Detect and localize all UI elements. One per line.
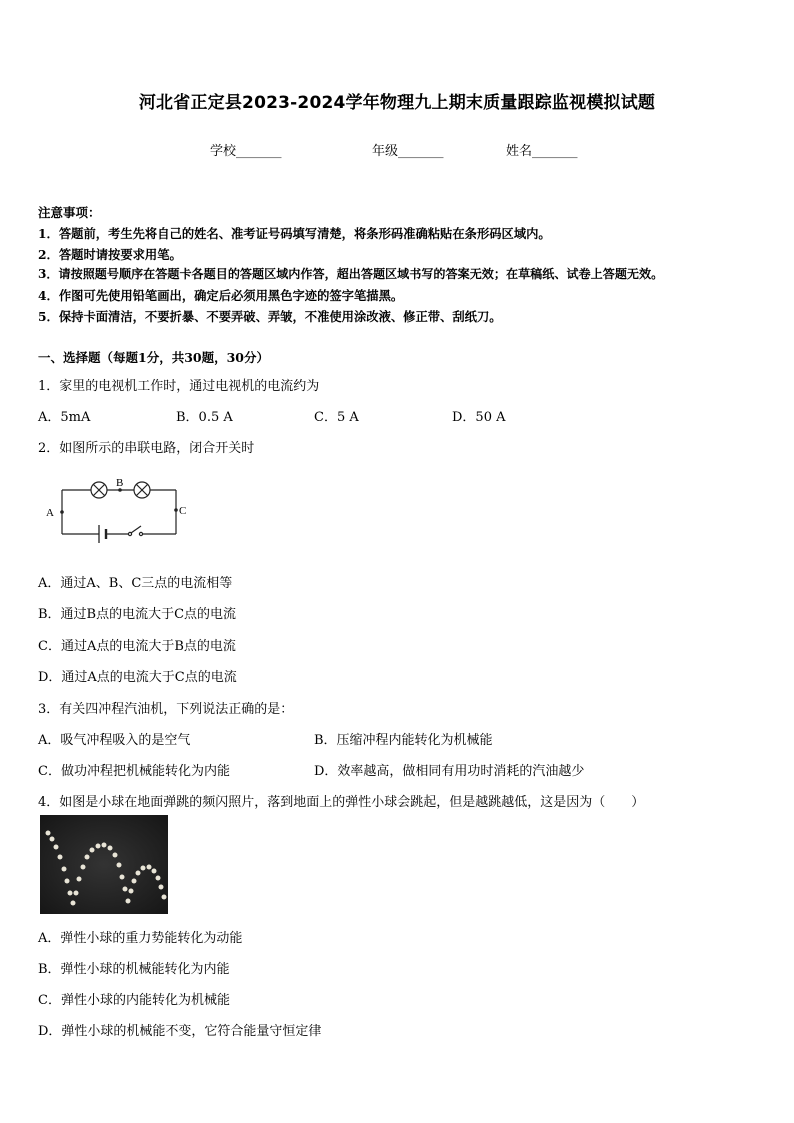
q1-option-c[interactable]: C．5 A — [314, 410, 359, 425]
page-title: 河北省正定县2023-2024学年物理九上期末质量跟踪监视模拟试题 — [138, 93, 656, 113]
name-field[interactable]: 姓名_______ — [506, 144, 578, 159]
note-item: 2．答题时请按要求用笔。 — [38, 247, 182, 262]
q3-option-b[interactable]: B．压缩冲程内能转化为机械能 — [314, 733, 493, 748]
lamp-icon — [91, 482, 107, 498]
point-c-label: C — [179, 505, 187, 517]
question-3-stem: 3．有关四冲程汽油机，下列说法正确的是： — [38, 702, 294, 717]
grade-field[interactable]: 年级_______ — [372, 144, 444, 159]
q2-option-d[interactable]: D．通过A点的电流大于C点的电流 — [38, 670, 237, 685]
q4-option-a[interactable]: A．弹性小球的重力势能转化为动能 — [38, 931, 243, 946]
q2-option-c[interactable]: C．通过A点的电流大于B点的电流 — [38, 639, 236, 654]
question-4-stem: 4．如图是小球在地面弹跳的频闪照片，落到地面上的弹性小球会跳起，但是越跳越低，这是因为（ ） — [38, 795, 645, 810]
q1-option-d[interactable]: D．50 A — [452, 410, 506, 425]
note-item: 1．答题前，考生先将自己的姓名、准考证号码填写清楚，将条形码准确粘贴在条形码区域内。 — [38, 226, 551, 241]
q4-option-b[interactable]: B．弹性小球的机械能转化为内能 — [38, 962, 230, 977]
q3-option-c[interactable]: C．做功冲程把机械能转化为内能 — [38, 764, 230, 779]
question-2-stem: 2．如图所示的串联电路，闭合开关时 — [38, 441, 255, 456]
point-a-label: A — [46, 507, 54, 519]
note-item: 4．作图可先使用铅笔画出，确定后必须用黑色字迹的签字笔描黑。 — [38, 288, 404, 303]
note-item: 5．保持卡面清洁，不要折暴、不要弄破、弄皱，不准使用涂改液、修正带、刮纸刀。 — [38, 309, 502, 324]
note-item: 3．请按照题号顺序在答题卡各题目的答题区域内作答，超出答题区域书写的答案无效；在草稿纸、试卷上答题无效。 — [38, 267, 664, 281]
series-circuit-diagram — [44, 478, 194, 550]
point-c-dot — [174, 508, 178, 512]
notes-title: 注意事项： — [38, 205, 101, 220]
section-heading: 一、选择题（每题1分，共30题，30分） — [38, 350, 269, 365]
point-a-dot — [60, 510, 64, 514]
q1-option-b[interactable]: B．0.5 A — [176, 410, 233, 425]
battery-icon — [99, 525, 106, 543]
question-1-stem: 1．家里的电视机工作时，通过电视机的电流约为 — [38, 379, 320, 394]
point-b-label: B — [116, 478, 124, 489]
bouncing-ball-photo — [40, 815, 168, 914]
q1-option-a[interactable]: A．5mA — [38, 410, 91, 425]
q4-option-d[interactable]: D．弹性小球的机械能不变，它符合能量守恒定律 — [38, 1024, 322, 1039]
q4-option-c[interactable]: C．弹性小球的内能转化为机械能 — [38, 993, 230, 1008]
lamp-icon — [134, 482, 150, 498]
school-field[interactable]: 学校_______ — [210, 144, 282, 159]
q2-option-a[interactable]: A．通过A、B、C三点的电流相等 — [38, 576, 233, 591]
q3-option-d[interactable]: D．效率越高，做相同有用功时消耗的汽油越少 — [314, 764, 585, 779]
switch-icon — [128, 526, 142, 536]
q3-option-a[interactable]: A．吸气冲程吸入的是空气 — [38, 733, 191, 748]
q2-option-b[interactable]: B．通过B点的电流大于C点的电流 — [38, 607, 237, 622]
